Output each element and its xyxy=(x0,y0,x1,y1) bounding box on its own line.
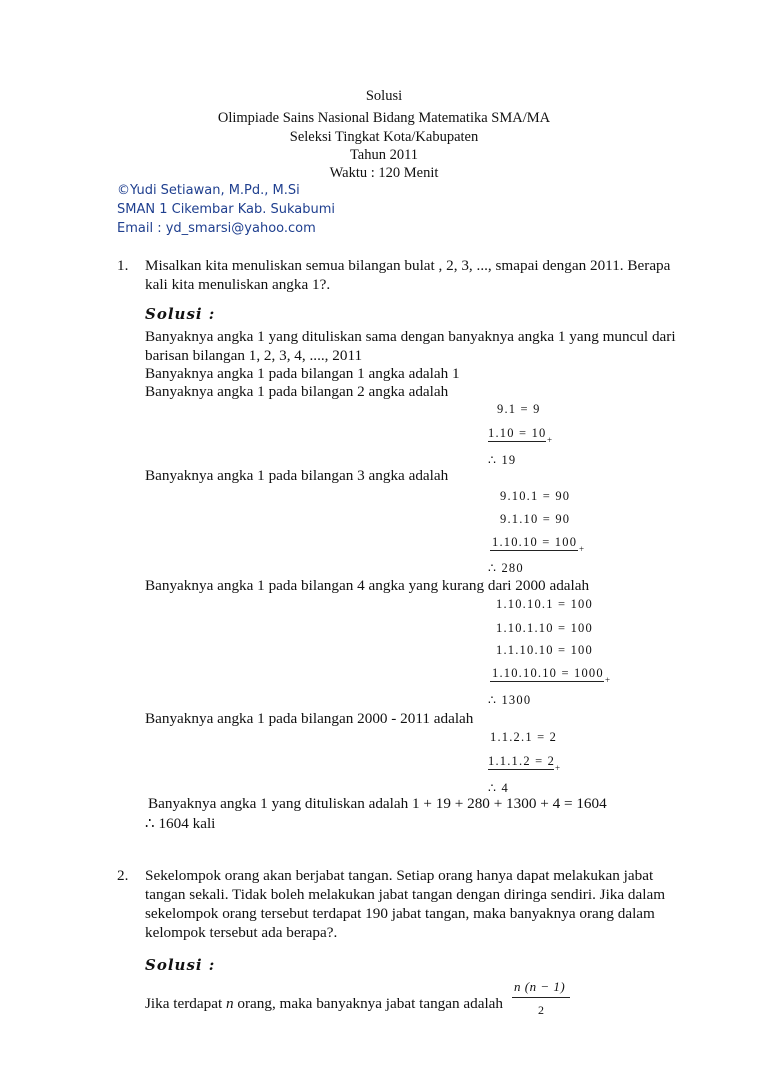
fraction-numerator: n (n − 1) xyxy=(514,979,566,994)
problem-2-solution-suffix: orang, maka banyaknya jabat tangan adalah xyxy=(233,995,504,1012)
calc-3digit-sum-rule xyxy=(490,550,578,551)
author-email: Email : yd_smarsi@yahoo.com xyxy=(117,221,316,236)
problem-2-solution-prefix: Jika terdapat xyxy=(145,995,226,1012)
calc-4digit-plus: + xyxy=(605,675,611,685)
calc-range-line2: 1.1.1.2 = 2 xyxy=(488,754,556,768)
doc-title: Solusi xyxy=(365,88,403,104)
calc-4digit-line2: 1.10.1.10 = 100 xyxy=(496,621,593,635)
problem-1-solution-line5: Banyaknya angka 1 pada bilangan 3 angka adalah xyxy=(145,467,449,484)
problem-1-total: Banyaknya angka 1 yang dituliskan adalah 1 + 19 + 280 + 1300 + 4 = 1604 xyxy=(148,795,607,812)
calc-3digit-plus: + xyxy=(579,544,585,554)
doc-subtitle: Olimpiade Sains Nasional Bidang Matematika SMA/MA xyxy=(217,110,551,126)
calc-4digit-sum-rule xyxy=(490,681,604,682)
problem-2-question-line4: kelompok tersebut ada berapa?. xyxy=(145,924,338,941)
calc-range-result: ∴ 4 xyxy=(488,781,509,795)
problem-1-solution-line4: Banyaknya angka 1 pada bilangan 2 angka adalah xyxy=(145,383,449,400)
problem-1-answer: ∴ 1604 kali xyxy=(145,815,216,832)
calc-3digit-line2: 9.1.10 = 90 xyxy=(500,512,571,526)
doc-level: Seleksi Tingkat Kota/Kabupaten xyxy=(289,129,479,145)
calc-2digit-line2: 1.10 = 10 xyxy=(488,426,547,440)
problem-1-solution-line6: Banyaknya angka 1 pada bilangan 4 angka yang kurang dari 2000 adalah xyxy=(145,577,590,594)
problem-2-question-line2: tangan sekali. Tidak boleh melakukan jabat tangan dengan diringa sendiri. Jika dalam xyxy=(145,886,666,903)
author-name: ©Yudi Setiawan, M.Pd., M.Si xyxy=(117,183,300,198)
problem-1-solution-line3: Banyaknya angka 1 pada bilangan 1 angka adalah 1 xyxy=(145,365,460,382)
calc-4digit-line4: 1.10.10.10 = 1000 xyxy=(492,666,604,680)
calc-3digit-line3: 1.10.10 = 100 xyxy=(492,535,578,549)
doc-year: Tahun 2011 xyxy=(349,147,419,163)
calc-2digit-sum-rule xyxy=(488,441,546,442)
calc-4digit-result: ∴ 1300 xyxy=(488,693,532,707)
calc-2digit-plus: + xyxy=(547,435,553,445)
problem-2-number: 2. xyxy=(117,867,129,884)
problem-2-solution-heading: Solusi : xyxy=(145,956,216,974)
calc-4digit-line1: 1.10.10.1 = 100 xyxy=(496,597,593,611)
problem-1-question-line2: kali kita menuliskan angka 1?. xyxy=(145,276,331,293)
problem-1-solution-heading: Solusi : xyxy=(145,305,216,323)
calc-2digit-line1: 9.1 = 9 xyxy=(497,402,541,416)
calc-4digit-line3: 1.1.10.10 = 100 xyxy=(496,643,593,657)
problem-1-solution-line2: barisan bilangan 1, 2, 3, 4, ...., 2011 xyxy=(145,347,363,364)
doc-duration: Waktu : 120 Menit xyxy=(329,165,439,181)
problem-1-solution-line7: Banyaknya angka 1 pada bilangan 2000 - 2011 adalah xyxy=(145,710,474,727)
problem-1-number: 1. xyxy=(117,257,129,274)
calc-3digit-result: ∴ 280 xyxy=(488,561,524,575)
problem-1-solution-line1: Banyaknya angka 1 yang dituliskan sama dengan banyaknya angka 1 yang muncul dari xyxy=(145,328,676,345)
problem-1-question-line1: Misalkan kita menuliskan semua bilangan bulat , 2, 3, ..., smapai dengan 2011. Berapa xyxy=(145,257,671,274)
calc-range-plus: + xyxy=(555,763,561,773)
problem-2-solution-line1 xyxy=(145,995,503,1013)
problem-2-question-line3: sekelompok orang tersebut terdapat 190 jabat tangan, maka banyaknya orang dalam xyxy=(145,905,655,922)
author-school: SMAN 1 Cikembar Kab. Sukabumi xyxy=(117,202,336,217)
problem-2-question-line1: Sekelompok orang akan berjabat tangan. Setiap orang hanya dapat melakukan jabat xyxy=(145,867,654,884)
calc-3digit-line1: 9.10.1 = 90 xyxy=(500,489,571,503)
fraction-bar xyxy=(512,997,570,998)
calc-2digit-result: ∴ 19 xyxy=(488,453,517,467)
variable-n: n xyxy=(225,995,234,1012)
calc-range-sum-rule xyxy=(488,769,554,770)
calc-range-line1: 1.1.2.1 = 2 xyxy=(490,730,558,744)
fraction-denominator: 2 xyxy=(538,1003,546,1017)
